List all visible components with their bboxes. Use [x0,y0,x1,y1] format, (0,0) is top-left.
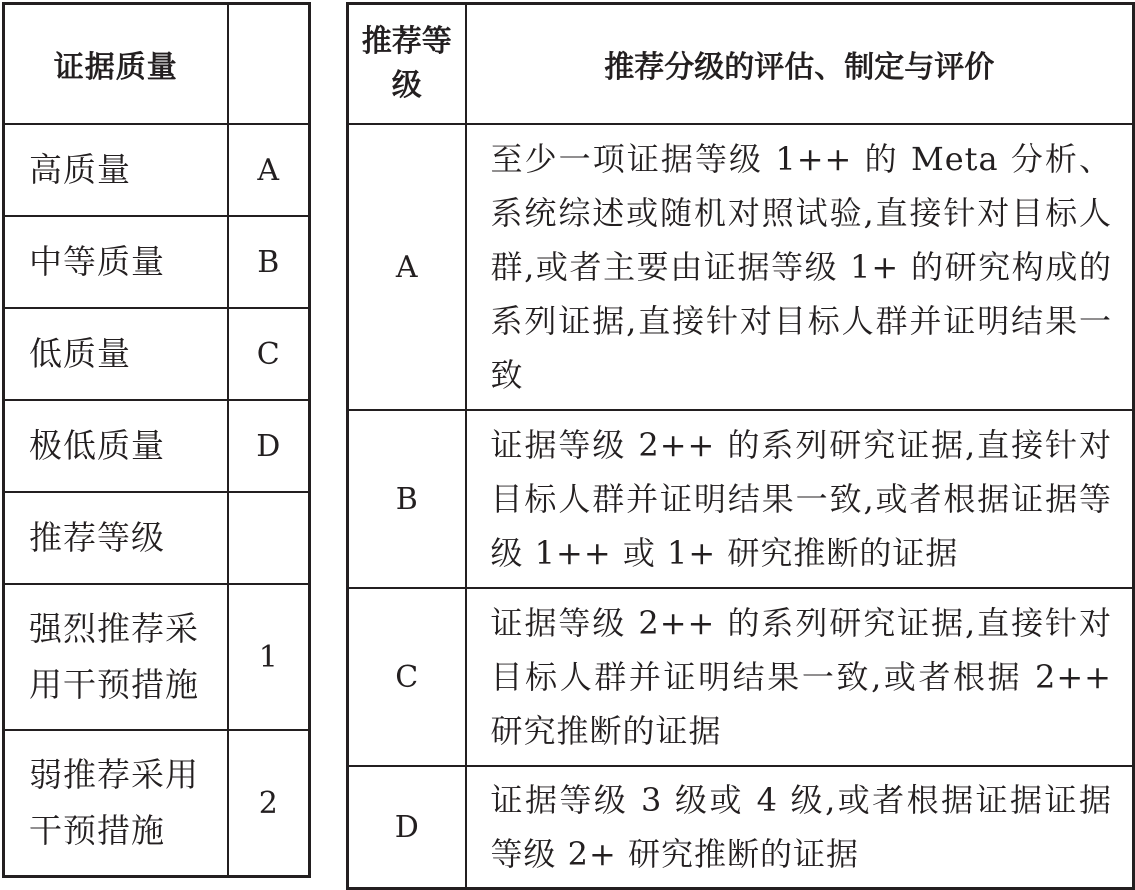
recommendation-label: 弱推荐采用干预措施 [4,730,228,877]
table-row [4,584,310,730]
evidence-quality-header-value [228,4,310,125]
evidence-quality-header-row [4,4,310,125]
recommendation-level-value [228,492,310,584]
quality-code: C [228,308,310,400]
quality-code: D [228,400,310,492]
grade-code: C [348,588,466,766]
grade-code: A [348,124,466,410]
grade-description: 至少一项证据等级 1++ 的 Meta 分析、系统综述或随机对照试验,直接针对目标人群,或者主要由证据等级 1+ 的研究构成的系列证据,直接针对目标人群并证明结果一致 [466,124,1134,410]
recommendation-code: 2 [228,730,310,877]
table-row [348,410,1134,588]
table-row [4,124,310,216]
recommendation-grade-header: 推荐等级 [348,4,466,125]
recommendation-header-row [348,4,1134,125]
evidence-quality-header: 证据质量 [4,4,228,125]
table-row [348,766,1134,889]
table-row [4,492,310,584]
grade-code: D [348,766,466,889]
table-row [348,588,1134,766]
recommendation-code: 1 [228,584,310,730]
quality-label: 极低质量 [4,400,228,492]
grade-code: B [348,410,466,588]
quality-label: 低质量 [4,308,228,400]
recommendation-grade-table [346,2,1135,890]
grade-description: 证据等级 2++ 的系列研究证据,直接针对目标人群并证明结果一致,或者根据 2++ 研究推断的证据 [466,588,1134,766]
quality-label: 高质量 [4,124,228,216]
table-row [4,400,310,492]
table-row [4,216,310,308]
table-row [4,308,310,400]
recommendation-label: 强烈推荐采用干预措施 [4,584,228,730]
quality-code: B [228,216,310,308]
evidence-quality-table [2,2,311,878]
quality-code: A [228,124,310,216]
table-row [348,124,1134,410]
recommendation-description-header: 推荐分级的评估、制定与评价 [466,4,1134,125]
table-row [4,730,310,877]
grade-description: 证据等级 2++ 的系列研究证据,直接针对目标人群并证明结果一致,或者根据证据等级 1++ 或 1+ 研究推断的证据 [466,410,1134,588]
quality-label: 中等质量 [4,216,228,308]
recommendation-level-label: 推荐等级 [4,492,228,584]
grade-description: 证据等级 3 级或 4 级,或者根据证据证据等级 2+ 研究推断的证据 [466,766,1134,889]
